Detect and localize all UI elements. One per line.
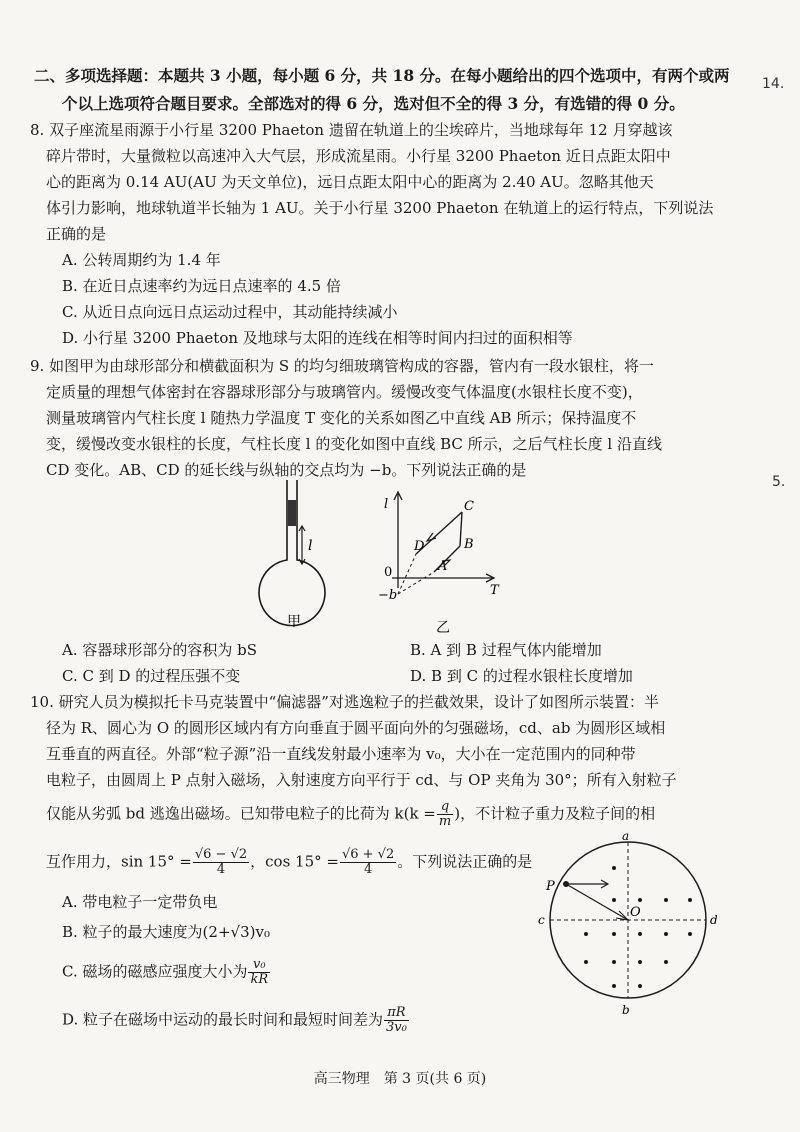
q8-option-b: B. 在近日点速率约为远日点速率的 4.5 倍 (62, 277, 341, 295)
section-header-line-1: 二、多项选择题：本题共 3 小题，每小题 6 分，共 18 分。在每小题给出的四个选项中，有两个或两 (34, 66, 730, 85)
axis-label-T: T (490, 583, 499, 598)
caption-jia: 甲 (287, 614, 301, 630)
page-footer: 高三物理 第 3 页(共 6 页) (313, 1071, 487, 1087)
q10-text-line-3: 互垂直的两直径。外部“粒子源”沿一直线发射最小速率为 v₀，大小在一定范围内的同种带 (46, 745, 636, 763)
q8-option-d: D. 小行星 3200 Phaeton 及地球与太阳的连线在相等时间内扫过的面积相等 (62, 329, 573, 347)
q8-option-a: A. 公转周期约为 1.4 年 (62, 251, 221, 269)
margin-number-top: 14. (762, 76, 785, 92)
q10-text-line-5 (46, 800, 655, 829)
q10-option-c: C. 磁场的磁感应强度大小为 $\frac{\text{v₀}}{kR}$ (62, 957, 269, 987)
point-B: B (464, 537, 474, 552)
q9-option-c: C. C 到 D 的过程压强不变 (62, 667, 241, 685)
caption-yi: 乙 (436, 620, 450, 636)
cos15-fraction: $\frac{√6 + √2}{4}$ (341, 847, 395, 877)
length-marker (299, 526, 305, 564)
point-P-dot (563, 881, 569, 887)
q10-line5-start: 仅能从劣弧 bd 逃逸出磁场。已知带电粒子的比荷为 k(k = (46, 804, 436, 823)
sin15-fraction: $\frac{√6 - √2}{4}$ (194, 847, 248, 877)
field-strength-fraction: $\frac{\text{v₀}}{kR}$ (250, 957, 269, 987)
point-A: A (438, 559, 448, 574)
q9-text-line-2: 定质量的理想气体密封在容器球形部分与玻璃管内。缓慢改变气体温度(水银柱长度不变)， (46, 383, 643, 401)
dashed-CD-extension (398, 554, 416, 594)
q9-option-b: B. A 到 B 过程气体内能增加 (410, 641, 602, 659)
q8-text-line-2: 碎片带时，大量微粒以高速冲入大气层，形成流星雨。小行星 3200 Phaeton 近日点距太阳中 (46, 147, 671, 165)
mercury-column (288, 500, 296, 526)
figure-jia (240, 470, 350, 630)
label-d: d (710, 913, 718, 927)
q10-option-a: A. 带电粒子一定带负电 (62, 893, 218, 911)
margin-number-mid: 5. (772, 474, 786, 490)
magnetic-field-figure (530, 830, 730, 1030)
label-O: O (630, 905, 641, 920)
q8-text-line-4: 体引力影响，地球轨道半长轴为 1 AU。关于小行星 3200 Phaeton 在轨道上的运行特点，下列说法 (46, 199, 714, 217)
q9-text-line-3: 测量玻璃管内气柱长度 l 随热力学温度 T 变化的关系如图乙中直线 AB 所示；保持温度不 (46, 409, 637, 427)
label-l: l (308, 538, 313, 554)
axis-label-l: l (384, 497, 389, 512)
q9-text-line-1: 9. 如图甲为由球形部分和横截面积为 S 的均匀细玻璃管构成的容器，管内有一段水银柱，将一 (30, 357, 654, 375)
q9-text-line-4: 变，缓慢改变水银柱的长度，气柱长度 l 的变化如图中直线 BC 所示，之后气柱长度 l 沿直线 (46, 435, 662, 453)
point-C: C (464, 499, 474, 514)
line-BC (460, 512, 462, 546)
figure-yi (378, 488, 508, 638)
q10-option-d: D. 粒子在磁场中运动的最长时间和最短时间差为 $\frac{\pi R}{\text{3v₀}}$ (62, 1005, 407, 1035)
q8-text-line-5: 正确的是 (46, 225, 107, 243)
time-difference-fraction: $\frac{\pi R}{\text{3v₀}}$ (386, 1005, 407, 1035)
q8-text-line-1: 8. 双子座流星雨源于小行星 3200 Phaeton 遗留在轨道上的尘埃碎片，当地球每年 12 月穿越该 (30, 121, 673, 139)
q10-text-line-1: 10. 研究人员为模拟托卡马克装置中“偏滤器”对逃逸粒子的拦截效果，设计了如图所示装置：半 (30, 693, 659, 711)
q8-option-c: C. 从近日点向远日点运动过程中，其动能持续减小 (62, 303, 398, 321)
q10-line5-end: )，不计粒子重力及粒子间的相 (454, 804, 656, 823)
q9-option-d: D. B 到 C 的过程水银柱长度增加 (410, 667, 633, 685)
charge-mass-fraction: $\frac{q}{m}$ (438, 799, 452, 829)
label-c: c (538, 913, 545, 927)
q9-option-a: A. 容器球形部分的容积为 bS (62, 641, 258, 659)
point-D: D (414, 539, 425, 554)
q10-option-b: B. 粒子的最大速度为(2+√3)v₀ (62, 923, 270, 941)
origin-label: 0 (384, 565, 393, 580)
q9-text-line-5: CD 变化。AB、CD 的延长线与纵轴的交点均为 −b。下列说法正确的是 (46, 461, 527, 479)
q10-text-line-6: 互作用力，sin 15° = $\frac{√6 - √2}{4}$ ，cos 15° = $\frac{√6 + √2}{4}$ 。下列说法正确的是 (46, 847, 533, 877)
minus-b-label: −b (378, 588, 398, 603)
section-header-line-2: 个以上选项符合题目要求。全部选对的得 6 分，选对但不全的得 3 分，有选错的得 0 分。 (62, 94, 685, 113)
q10-text-line-4: 电粒子，由圆周上 P 点射入磁场，入射速度方向平行于 cd、与 OP 夹角为 30°；所有入射粒子 (46, 771, 677, 789)
q8-text-line-3: 心的距离为 0.14 AU(AU 为天文单位)，远日点距太阳中心的距离为 2.40 AU。忽略其他天 (46, 173, 654, 191)
label-a: a (622, 830, 630, 843)
radius-OP (566, 884, 628, 920)
label-P: P (546, 879, 555, 894)
q10-text-line-2: 径为 R、圆心为 O 的圆形区域内有方向垂直于圆平面向外的匀强磁场，cd、ab 为圆形区域相 (46, 719, 666, 737)
label-b: b (622, 1003, 630, 1017)
